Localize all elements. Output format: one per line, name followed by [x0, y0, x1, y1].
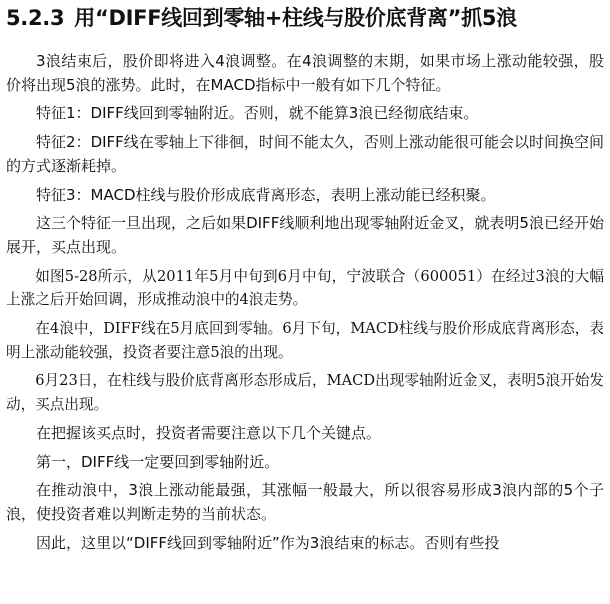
paragraph: 在推动浪中，3浪上涨动能最强，其涨幅一般最大，所以很容易形成3浪内部的5个子浪，使投资者难以判断走势的当前状态。 [6, 481, 604, 523]
section-title: 用“DIFF线回到零轴+柱线与股价底背离”抓5浪 [74, 6, 517, 30]
paragraph: 在把握该买点时，投资者需要注意以下几个关键点。 [36, 423, 382, 442]
paragraph: 特征1：DIFF线回到零轴附近。否则，就不能算3浪已经彻底结束。 [36, 104, 479, 123]
paragraph: 这三个特征一旦出现，之后如果DIFF线顺利地出现零轴附近金叉，就表明5浪已经开始展开，买点出现。 [6, 214, 604, 256]
section-heading [6, 4, 517, 32]
section-number: 5.2.3 [6, 6, 65, 30]
paragraph: 3浪结束后，股价即将进入4浪调整。在4浪调整的末期，如果市场上涨动能较强，股价将出现5浪的涨势。此时，在MACD指标中一般有如下几个特征。 [6, 52, 604, 94]
paragraph: 第一，DIFF线一定要回到零轴附近。 [36, 452, 280, 471]
paragraph: 6月23日，在柱线与股价底背离形态形成后，MACD出现零轴附近金叉，表明5浪开始发动，买点出现。 [6, 372, 604, 414]
paragraph: 因此，这里以“DIFF线回到零轴附近”作为3浪结束的标志。否则有些投 [36, 533, 500, 552]
body-text [0, 50, 610, 560]
paragraph: 在4浪中，DIFF线在5月底回到零轴。6月下旬，MACD柱线与股价形成底背离形态，表明上涨动能较强，投资者要注意5浪的出现。 [6, 320, 604, 361]
paragraph: 如图5-28所示，从2011年5月中旬到6月中旬，宁波联合（600051）在经过3浪的大幅上涨之后开始回调，形成推动浪中的4浪走势。 [6, 267, 604, 309]
paragraph: 特征2：DIFF线在零轴上下徘徊，时间不能太久，否则上涨动能很可能会以时间换空间的方式逐渐耗掉。 [6, 133, 604, 175]
paragraph: 特征3：MACD柱线与股价形成底背离形态，表明上涨动能已经积聚。 [36, 185, 496, 204]
